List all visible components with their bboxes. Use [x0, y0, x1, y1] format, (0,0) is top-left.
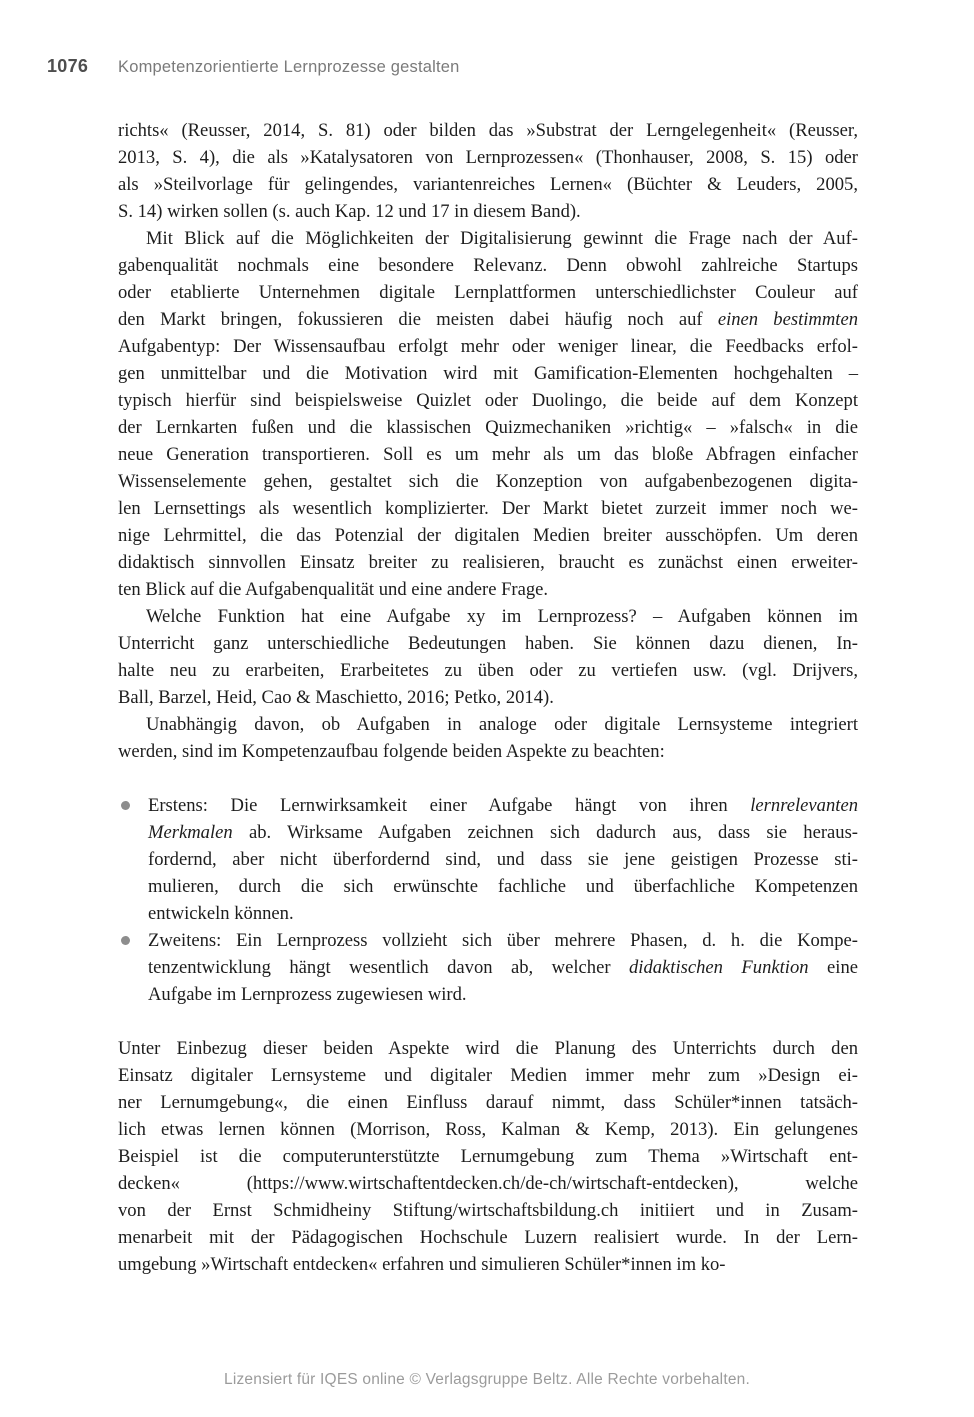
text-line: Unter Einbezug dieser beiden Aspekte wird die Planung des Unterrichts durch den: [118, 1038, 858, 1059]
chapter-title: Kompetenzorientierte Lernprozesse gestalten: [118, 58, 460, 76]
emphasized-text: Merkmalen: [148, 822, 233, 843]
page-body: [118, 117, 858, 1278]
text-line: gen unmittelbar und die Motivation wird mit Gamification-Elementen hochgehalten –: [118, 363, 858, 384]
text-line: entwickeln können.: [148, 903, 294, 924]
text-line: Beispiel ist die computerunterstützte Lernumgebung zum Thema »Wirtschaft ent-: [118, 1146, 858, 1167]
text-segment: Erstens: Die Lernwirksamkeit einer Aufgabe hängt von ihren: [148, 795, 751, 816]
page-footer: [0, 1371, 974, 1389]
text-line: didaktisch sinnvollen Einsatz breiter zu realisieren, braucht es zunächst einen erweiter-: [118, 552, 858, 573]
text-line: ner Lernumgebung«, die einen Einfluss darauf nimmt, dass Schüler*innen tatsäch-: [118, 1092, 858, 1113]
paragraph: [118, 117, 858, 225]
paragraph: [118, 1035, 858, 1278]
emphasized-text: lernrelevanten: [750, 795, 858, 816]
text-line: richts« (Reusser, 2014, S. 81) oder bilden das »Substrat der Lerngelegenheit« (Reusser,: [118, 120, 858, 141]
bullet-dot-icon: [121, 936, 130, 945]
text-line: [118, 306, 858, 333]
text-line: gabenqualität nochmals eine besondere Relevanz. Denn obwohl zahlreiche Startups: [118, 255, 858, 276]
bullet-dot-icon: [121, 801, 130, 810]
text-line: [148, 819, 858, 846]
text-line: als »Steilvorlage für gelingendes, variantenreiches Lernen« (Büchter & Leuders, 2005,: [118, 174, 858, 195]
text-segment: ab. Wirksame Aufgaben zeichnen sich dadurch aus, dass sie heraus-: [232, 822, 858, 843]
text-line: 2013, S. 4), die als »Katalysatoren von Lernprozessen« (Thonhauser, 2008, S. 15) oder: [118, 147, 858, 168]
text-line: S. 14) wirken sollen (s. auch Kap. 12 und 17 in diesem Band).: [118, 201, 581, 222]
text-line: Wissenselemente gehen, gestaltet sich die Konzeption von aufgabenbezogenen digita-: [118, 471, 858, 492]
text-line: Unterricht ganz unterschiedliche Bedeutungen haben. Sie können dazu dienen, In-: [118, 633, 858, 654]
text-line: werden, sind im Kompetenzaufbau folgende beiden Aspekte zu beachten:: [118, 741, 665, 762]
text-line: Aufgabentyp: Der Wissensaufbau erfolgt mehr oder weniger linear, die Feedbacks erfol-: [118, 336, 858, 357]
page-header: [47, 56, 858, 77]
text-line: menarbeit mit der Pädagogischen Hochschule Luzern realisiert wurde. In der Lern-: [118, 1227, 858, 1248]
paragraph: [118, 711, 858, 765]
text-line: ten Blick auf die Aufgabenqualität und eine andere Frage.: [118, 579, 549, 600]
text-line: [148, 954, 858, 981]
text-line: len Lernsettings als wesentlich komplizierter. Der Markt bietet zurzeit immer noch we-: [118, 498, 858, 519]
text-line: Mit Blick auf die Möglichkeiten der Digitalisierung gewinnt die Frage nach der Auf-: [146, 228, 858, 249]
text-line: typisch hierfür sind beispielsweise Quizlet oder Duolingo, die beide auf dem Konzept: [118, 390, 858, 411]
text-line: halte neu zu erarbeiten, Erarbeitetes zu üben oder zu vertiefen usw. (vgl. Drijvers,: [118, 660, 858, 681]
text-line: decken« (https://www.wirtschaftentdecken.ch/de-ch/wirtschaft-entdecken), welche: [118, 1173, 858, 1194]
text-line: Unabhängig davon, ob Aufgaben in analoge oder digitale Lernsysteme integriert: [146, 714, 858, 735]
emphasized-text: einen bestimmten: [717, 309, 858, 330]
text-line: fordernd, aber nicht überfordernd sind, und dass sie jene geistigen Prozesse sti-: [148, 849, 858, 870]
text-line: von der Ernst Schmidheiny Stiftung/wirtschaftsbildung.ch initiiert und in Zusam-: [118, 1200, 858, 1221]
text-line: neue Generation transportieren. Soll es um mehr als um das bloße Abfragen einfacher: [118, 444, 858, 465]
text-line: oder etablierte Unternehmen digitale Lernplattformen unterschiedlichster Couleur auf: [118, 282, 858, 303]
text-line: der Lernkarten fußen und die klassischen Quizmechaniken »richtig« – »falsch« in die: [118, 417, 858, 438]
text-line: umgebung »Wirtschaft entdecken« erfahren und simulieren Schüler*innen im ko-: [118, 1254, 726, 1275]
bullet-item: [118, 792, 858, 927]
bullet-item: [118, 927, 858, 1008]
text-segment: eine: [808, 957, 858, 978]
text-segment: tenzentwicklung hängt wesentlich davon ab, welcher: [148, 957, 629, 978]
text-segment: den Markt bringen, fokussieren die meisten dabei häufig noch auf: [118, 309, 718, 330]
text-line: Aufgabe im Lernprozess zugewiesen wird.: [148, 984, 467, 1005]
text-line: mulieren, durch die sich erwünschte fachliche und überfachliche Kompetenzen: [148, 876, 858, 897]
text-line: [148, 792, 858, 819]
paragraph: [118, 225, 858, 603]
text-line: Welche Funktion hat eine Aufgabe xy im Lernprozess? – Aufgaben können im: [146, 606, 858, 627]
text-line: Ball, Barzel, Heid, Cao & Maschietto, 2016; Petko, 2014).: [118, 687, 554, 708]
emphasized-text: didaktischen Funktion: [628, 957, 809, 978]
text-line: lich etwas lernen können (Morrison, Ross, Kalman & Kemp, 2013). Ein gelungenes: [118, 1119, 858, 1140]
text-line: nige Lehrmittel, die das Potenzial der digitalen Medien breiter ausschöpfen. Um deren: [118, 525, 858, 546]
page-number: 1076: [47, 56, 89, 76]
text-line: Zweitens: Ein Lernprozess vollzieht sich über mehrere Phasen, d. h. die Kompe-: [148, 930, 858, 951]
paragraph: [118, 603, 858, 711]
license-text: Lizensiert für IQES online © Verlagsgruppe Beltz. Alle Rechte vorbehalten.: [224, 1371, 750, 1388]
text-line: Einsatz digitaler Lernsysteme und digitaler Medien immer mehr zum »Design ei-: [118, 1065, 858, 1086]
